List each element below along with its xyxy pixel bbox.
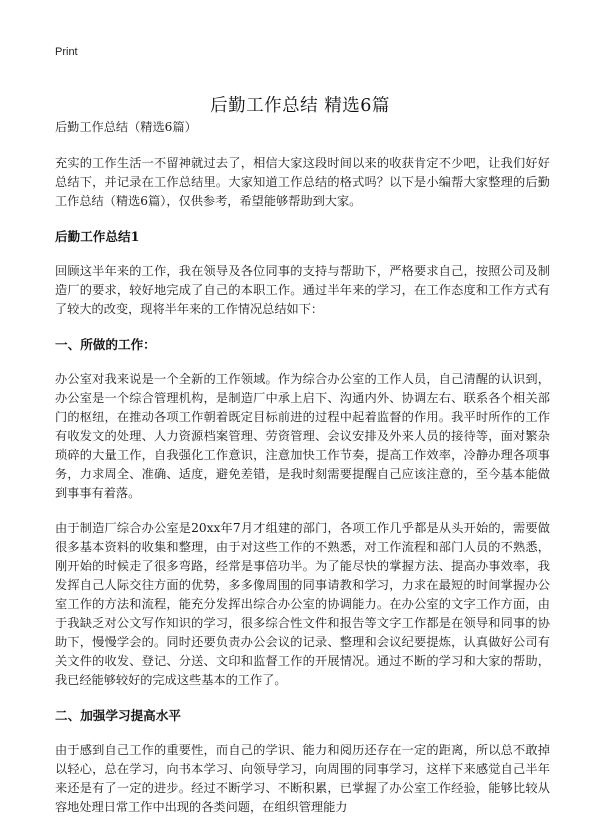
part2-heading: 二、加强学习提高水平: [55, 708, 181, 723]
part2-paragraph-1: 由于感到自己工作的重要性，而自己的学识、能力和阅历还存在一定的距离，所以总不敢掉以轻心，总在学习，向书本学习、向领导学习，向周围的同事学习，这样下来感觉自己半年来还是有了一定的进步。经过不断学习、不断积累，已掌握了办公室工作经验，能够比较从容地处理日常工作中出现的各类问题，在组织管理能力: [55, 743, 550, 814]
part1-paragraph-2: 由于制造厂综合办公室是20xx年7月才组建的部门，各项工作几乎都是从头开始的，需要做很多基本资料的收集和整理，由于对这些工作的不熟悉，对工作流程和部门人员的不熟悉，刚开始的时候走了很多弯路，经常是事倍功半。为了能尽快的掌握方法、提高办事效率，我发挥自己人际交往方面的优势，多多像周围的同事请教和学习，力求在最短的时间掌握办公室工作的方法和流程，能充分发挥出综合办公室的协调能力。在办公室的文字工作方面，由于我缺乏对公文写作知识的学习，很多综合性文件和报告等文字工作都是在领导和同事的协助下，慢慢学会的。同时还要负责办公会议的记录、整理和会议纪要提炼，认真做好公司有关文件的收发、登记、分送、文印和监督工作的开展情况。通过不断的学习和大家的帮助，我已经能够较好的完成这些基本的工作了。: [55, 521, 550, 687]
document-subtitle: 后勤工作总结（精选6篇）: [55, 120, 197, 134]
part1-heading: 一、所做的工作：: [55, 337, 156, 352]
document-title: 后勤工作总结 精选6篇: [210, 95, 390, 116]
section-heading-1: 后勤工作总结1: [55, 229, 140, 244]
section1-paragraph: 回顾这半年来的工作，我在领导及各位同事的支持与帮助下，严格要求自己，按照公司及制造厂的要求，较好地完成了自己的本职工作。通过半年来的学习，在工作态度和工作方式有了较大的改变，现将半年来的工作情况总结如下：: [55, 264, 550, 316]
part1-paragraph-1: 办公室对我来说是一个全新的工作领域。作为综合办公室的工作人员，自己清醒的认识到，办公室是一个综合管理机构，是制造厂中承上启下、沟通内外、协调左右、联系各个相关部门的枢纽，在推动各项工作朝着既定目标前进的过程中起着监督的作用。我平时所作的工作有收发文的处理、人力资源档案管理、劳资管理、会议安排及外来人员的接待等，面对繁杂琐碎的大量工作，自我强化工作意识，注意加快工作节奏，提高工作效率，冷静办理各项事务，力求周全、准确、适度，避免差错，是我时刻需要提醒自己应该注意的，至今基本能做到事事有着落。: [55, 372, 550, 500]
document-body: [55, 118, 550, 833]
intro-paragraph: 充实的工作生活一不留神就过去了，相信大家这段时间以来的收获肯定不少吧，让我们好好总结下，并记录在工作总结里。大家知道工作总结的格式吗？以下是小编帮大家整理的后勤工作总结（精选6篇），仅供参考，希望能够帮助到大家。: [55, 156, 550, 208]
print-label: Print: [55, 46, 78, 58]
